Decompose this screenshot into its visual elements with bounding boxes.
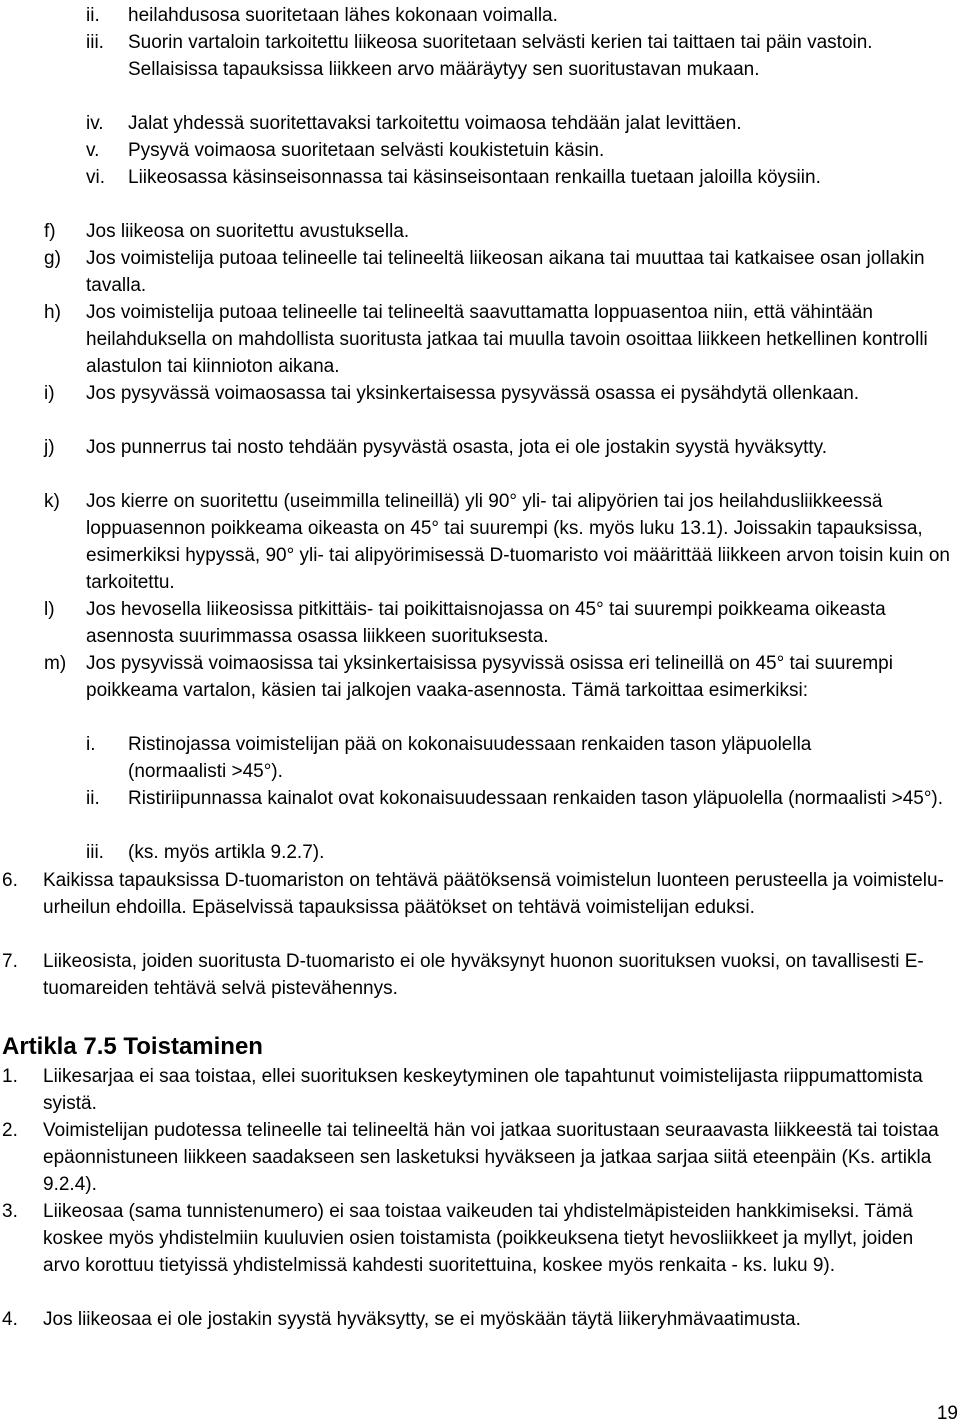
letter-item xyxy=(44,650,952,704)
item-label: v. xyxy=(86,140,100,161)
m-sub-item xyxy=(86,839,946,866)
item-label: m) xyxy=(44,653,67,674)
item-text: Liikeosista, joiden suoritusta D-tuomaristo ei ole hyväksynyt huonon suorituksen vuoksi, on tavallisesti E-tuomareiden tehtävä selvä pistevähennys. xyxy=(43,951,924,999)
roman-item xyxy=(86,2,946,29)
item-label: h) xyxy=(44,302,61,323)
item-text: Jos liikeosa on suoritettu avustuksella. xyxy=(86,221,410,242)
item-label: 6. xyxy=(2,870,18,891)
roman-item xyxy=(86,164,946,191)
letter-item xyxy=(44,380,952,407)
item-label: iv. xyxy=(86,113,104,134)
item-label: 3. xyxy=(2,1201,18,1222)
m-sub-item xyxy=(86,785,946,812)
item-text: Liikeosassa käsinseisonnassa tai käsinseisontaan renkailla tuetaan jaloilla köysiin. xyxy=(128,167,821,188)
item-text: Jos voimistelija putoaa telineelle tai telineeltä liikeosan aikana tai muuttaa tai katkaisee osan jollakin tavalla. xyxy=(86,248,925,296)
item-label: 1. xyxy=(2,1066,18,1087)
page-number: 19 xyxy=(936,1403,958,1424)
m-sub-item xyxy=(86,731,866,785)
roman-item xyxy=(86,137,946,164)
letter-item xyxy=(44,488,952,596)
item-label: 2. xyxy=(2,1120,18,1141)
item-label: l) xyxy=(44,599,55,620)
letter-item xyxy=(44,299,952,380)
numbered-item xyxy=(2,1063,958,1117)
item-text: Voimistelijan pudotessa telineelle tai telineeltä hän voi jatkaa suoritustaan seuraavasta liikkeestä tai toistaa epäonnistuneen liikkeen saadakseen sen lasketuksi hyväkseen ja jatkaa sarjaa siitä eteenpäin (Ks. artikla 9.2.4). xyxy=(43,1120,939,1195)
item-text: Kaikissa tapauksissa D-tuomariston on tehtävä päätöksensä voimistelun luonteen perusteella ja voimistelu-urheilun ehdoilla. Epäselvissä tapauksissa päätökset on tehtävä voimistelijan eduksi. xyxy=(43,870,944,918)
item-text: Jos liikeosaa ei ole jostakin syystä hyväksytty, se ei myöskään täytä liikeryhmävaatimusta. xyxy=(43,1309,801,1330)
letter-item xyxy=(44,245,952,299)
letter-item xyxy=(44,218,952,245)
item-text: (ks. myös artikla 9.2.7). xyxy=(128,842,325,863)
letter-item xyxy=(44,434,952,461)
item-label: i) xyxy=(44,383,55,404)
item-text: Ristiriipunnassa kainalot ovat kokonaisuudessaan renkaiden tason yläpuolella (normaalisti >45°). xyxy=(128,788,944,809)
numbered-item xyxy=(2,1198,948,1279)
numbered-item xyxy=(2,867,954,921)
item-text: Liikesarjaa ei saa toistaa, ellei suorituksen keskeytyminen ole tapahtunut voimistelijasta riippumattomista syistä. xyxy=(43,1066,923,1114)
item-label: vi. xyxy=(86,167,105,188)
item-label: iii. xyxy=(86,32,104,53)
item-text: Jalat yhdessä suoritettavaksi tarkoitettu voimaosa tehdään jalat levittäen. xyxy=(128,113,742,134)
numbered-item xyxy=(2,1306,882,1333)
item-label: j) xyxy=(44,437,55,458)
item-label: g) xyxy=(44,248,61,269)
item-label: ii. xyxy=(86,788,100,809)
item-text: Jos hevosella liikeosissa pitkittäis- tai poikittaisnojassa on 45° tai suurempi poikkeama oikeasta asennosta suurimmassa osassa liikkeen suorituksesta. xyxy=(86,599,886,647)
roman-item xyxy=(86,110,946,137)
item-text: Jos pysyvissä voimaosissa tai yksinkertaisissa pysyvissä osissa eri telineillä on 45° tai suurempi poikkeama vartalon, käsien tai jalkojen vaaka-asennosta. Tämä tarkoittaa esimerkiksi: xyxy=(86,653,893,701)
item-text: Liikeosaa (sama tunnistenumero) ei saa toistaa vaikeuden tai yhdistelmäpisteiden hankkimiseksi. Tämä koskee myös yhdistelmiin kuuluvien osien toistamista (poikkeuksena tietyt hevosliikkeet ja myllyt, joiden arvo korottuu tietyissä yhdistelmissä kahdesti suoritettuina, koskee myös renkaita - ks. luku 9). xyxy=(43,1201,914,1276)
item-text: heilahdusosa suoritetaan lähes kokonaan voimalla. xyxy=(128,5,558,26)
item-text: Ristinojassa voimistelijan pää on kokonaisuudessaan renkaiden tason yläpuolella (normaalisti >45°). xyxy=(128,734,812,782)
item-label: f) xyxy=(44,221,56,242)
item-text: Jos voimistelija putoaa telineelle tai telineeltä saavuttamatta loppuasentoa niin, että vähintään heilahduksella on mahdollista suoritusta jatkaa tai muulla tavoin osoittaa liikkeen hetkellinen kontrolli alastulon tai kiinnioton aikana. xyxy=(86,302,928,377)
item-text: Suorin vartaloin tarkoitettu liikeosa suoritetaan selvästi kerien tai taittaen tai päin vastoin. Sellaisissa tapauksissa liikkeen arvo määräytyy sen suoritustavan mukaan. xyxy=(128,32,873,80)
section-heading: Artikla 7.5 Toistaminen xyxy=(2,1033,263,1060)
numbered-item xyxy=(2,948,958,1002)
item-text: Jos punnerrus tai nosto tehdään pysyvästä osasta, jota ei ole jostakin syystä hyväksytty. xyxy=(86,437,828,458)
letter-item xyxy=(44,596,952,650)
item-label: iii. xyxy=(86,842,104,863)
item-label: ii. xyxy=(86,5,100,26)
item-label: k) xyxy=(44,491,60,512)
roman-item xyxy=(86,29,946,83)
item-label: i. xyxy=(86,734,96,755)
numbered-item xyxy=(2,1117,950,1198)
item-text: Pysyvä voimaosa suoritetaan selvästi koukistetuin käsin. xyxy=(128,140,605,161)
item-text: Jos pysyvässä voimaosassa tai yksinkertaisessa pysyvässä osassa ei pysähdytä ollenkaan. xyxy=(86,383,860,404)
item-text: Jos kierre on suoritettu (useimmilla telineillä) yli 90° yli- tai alipyörien tai jos heilahdusliikkeessä loppuasennon poikkeama oikeasta on 45° tai suurempi (ks. myös luku 13.1). Joissakin tapauksissa, esimerkiksi hypyssä, 90° yli- tai alipyörimisessä D-tuomaristo voi määrittää liikkeen arvon toisin kuin on tarkoitettu. xyxy=(86,491,950,593)
item-label: 7. xyxy=(2,951,18,972)
item-label: 4. xyxy=(2,1309,18,1330)
